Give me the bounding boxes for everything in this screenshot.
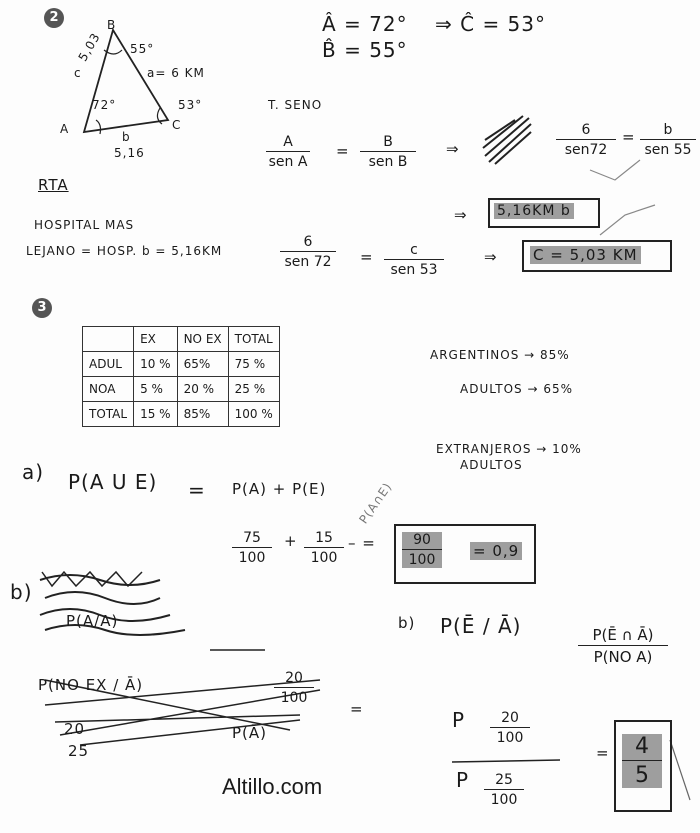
part-a-eq: = (188, 478, 206, 502)
sine-law-fraction-3: 6 sen72 (556, 122, 616, 158)
sine-law-fraction-4: b sen 55 (640, 122, 696, 158)
part-a-rhs: P(A) + P(E) (232, 480, 327, 498)
part-b-result-box (614, 720, 672, 812)
table-cell: 20 % (177, 377, 228, 402)
part-a-intersection-note: P(A∩E) (356, 479, 395, 527)
answer-line-1: HOSPITAL MAS (34, 218, 135, 232)
part-a-expr: P(A U E) (68, 470, 158, 494)
table-row (83, 377, 280, 402)
part-a-fraction-1: $\frac{75}{100}$ (232, 530, 272, 566)
part-b-scratch: P(A/A) (66, 612, 119, 630)
sine-law-eq: = (336, 142, 350, 160)
result-c-box (522, 240, 672, 272)
note-extranjeros: EXTRANJEROS → 10% (436, 442, 582, 456)
part-a-label: a) (22, 460, 45, 484)
side-b: b (122, 130, 131, 144)
part-b-crossed-fraction: $\frac{20}{100}$ (274, 670, 314, 706)
table-cell: 65% (177, 352, 228, 377)
table-row (83, 402, 280, 427)
part-a-fraction-2: $\frac{15}{100}$ (304, 530, 344, 566)
angle-b: 55° (130, 42, 155, 56)
vertex-a: A (60, 122, 70, 136)
table-cell: NOA (83, 377, 134, 402)
given-angle-a: Â = 72° (322, 12, 408, 36)
contingency-table (82, 326, 280, 427)
table-cell: TOTAL (83, 402, 134, 427)
rta-label: RTA (38, 176, 69, 194)
result-b-arrow: ⇒ (454, 206, 468, 224)
side-c-value: 5,03 (75, 30, 104, 64)
result-b: 5,16KM b (494, 203, 574, 219)
part-b-result-eq: = (596, 744, 610, 762)
side-b-value: 5,16 (114, 146, 145, 160)
angle-a: 72° (92, 98, 117, 112)
part-b-crossed-20: 20 (64, 720, 86, 738)
vertex-b: B (107, 18, 117, 32)
part-a-dash-eq: – = (348, 534, 376, 552)
given-angle-b: B̂ = 55° (322, 38, 408, 62)
result-c: C = 5,03 KM (530, 246, 641, 264)
table-header-cell: NO EX (177, 327, 228, 352)
problem-2-number: 2 (44, 8, 64, 28)
table-header-cell (83, 327, 134, 352)
sine-law-fraction-2: B sen B (360, 134, 416, 170)
part-b-crossed-pa: P(Ā) (232, 724, 268, 742)
part-b-label: b) (10, 580, 33, 604)
second-law-eq: = (360, 248, 374, 266)
sine-law-arrow: ⇒ (446, 140, 460, 158)
table-cell: 85% (177, 402, 228, 427)
part-a-fraction-3: $\frac{90}{100}$ (402, 532, 442, 568)
second-law-fraction-2: c sen 53 (384, 242, 444, 278)
sine-law-eq-2: = (622, 128, 636, 146)
vertex-c: C (172, 118, 182, 132)
part-b-result-fraction: $\frac{4}{5}$ (622, 734, 662, 788)
table-cell: 15 % (134, 402, 178, 427)
part-b-bottom-p: P (456, 768, 470, 792)
table-cell: 25 % (228, 377, 279, 402)
table-row (83, 352, 280, 377)
part-b-top-p: P (452, 708, 466, 732)
part-b-expr: P(Ē / Ā) (440, 614, 522, 638)
table-cell: 5 % (134, 377, 178, 402)
sine-law-fraction-1: A sen A (266, 134, 310, 170)
table-header-cell: TOTAL (228, 327, 279, 352)
derived-angle-c: ⇒ Ĉ = 53° (435, 12, 547, 36)
answer-line-2: LEJANO = HOSP. b = 5,16KM (26, 244, 223, 258)
result-c-arrow: ⇒ (484, 248, 498, 266)
table-cell: 100 % (228, 402, 279, 427)
theorem-label: T. SENO (268, 98, 323, 112)
part-a-result-box (394, 524, 536, 584)
note-adultos: ADULTOS → 65% (460, 382, 574, 396)
part-b-bottom-fraction: $\frac{25}{100}$ (484, 772, 524, 808)
note-extranjeros-adultos: ADULTOS (460, 458, 523, 472)
part-b-crossed-25: 25 (68, 742, 90, 760)
table-cell: ADUL (83, 352, 134, 377)
part-b-label-2: b) (398, 614, 416, 632)
part-b-crossed-expr: P(NO EX / Ā) (38, 676, 144, 694)
part-a-plus: + (284, 532, 298, 550)
table-header-cell: EX (134, 327, 178, 352)
table-cell: 75 % (228, 352, 279, 377)
second-law-fraction-1: 6 sen 72 (280, 234, 336, 270)
table-row (83, 327, 280, 352)
footer-watermark: Altillo.com (222, 774, 323, 799)
part-b-eq: = (350, 700, 364, 718)
table-cell: 10 % (134, 352, 178, 377)
angle-c: 53° (178, 98, 203, 112)
part-a-result: = 0,9 (470, 542, 522, 560)
result-b-box (488, 198, 600, 228)
note-argentinos: ARGENTINOS → 85% (430, 348, 570, 362)
part-b-top-fraction: $\frac{20}{100}$ (490, 710, 530, 746)
side-c: c (74, 66, 82, 80)
side-a: a= 6 KM (147, 66, 205, 80)
part-b-rhs-fraction: $\frac{P(Ē \cap Ā)}{\text{P(NO A)}}$ (578, 626, 668, 666)
problem-3-number: 3 (32, 298, 52, 318)
